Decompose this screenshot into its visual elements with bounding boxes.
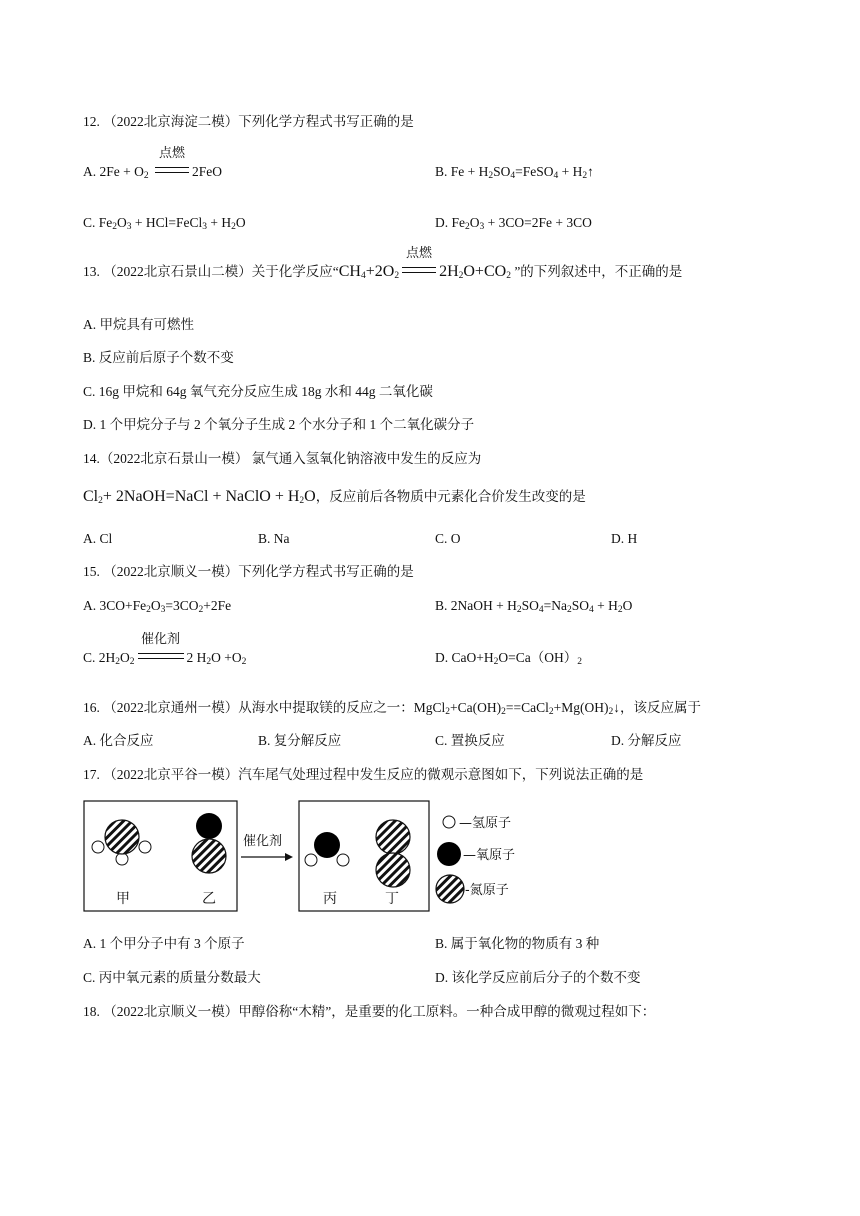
legend-hydrogen-icon (443, 816, 455, 828)
q12-option-b: B. $Fe + H_2SO_4=FeSO_4$ + $H_2↑$ (435, 164, 594, 181)
hydrogen-atom (305, 854, 317, 866)
nitrogen-atom (192, 839, 226, 873)
q15-option-a: A. $3CO+Fe_2O_3=3CO_2+2Fe$ (83, 598, 232, 615)
q15-stem: 15. （2022北京顺义一模）下列化学方程式书写正确的是 (83, 564, 414, 579)
q13-stem: 13. （2022北京石景山二模）关于化学反应“$CH_4+2O_2$ 点燃 $2H_2O+CO_2$ ”的下列叙述中，不正确的是 (83, 245, 683, 281)
q14-option-b: B. Na (258, 531, 290, 546)
q14-option-c: C. O (435, 531, 461, 546)
product-box (299, 801, 429, 911)
q14-stem: 14.（2022北京石景山一模） 氯气通入氢氧化钠溶液中发生的反应为 (83, 451, 482, 466)
nitrogen-atom (376, 853, 410, 887)
q16-option-a: A. 化合反应 (83, 733, 154, 748)
hydrogen-atom (116, 853, 128, 865)
nitrogen-atom (376, 820, 410, 854)
legend-oxygen-icon (437, 842, 461, 866)
condition-mark: 点燃 (155, 162, 189, 182)
label-ding: 丁 (385, 891, 399, 907)
condition-mark: 点燃 (402, 262, 436, 282)
q15-option-d: D. $CaO+H_2O=Ca(OH)_2$ (435, 650, 582, 667)
q17-stem: 17. （2022北京平谷一模）汽车尾气处理过程中发生反应的微观示意图如下，下列说法正确的是 (83, 767, 644, 782)
oxygen-atom (314, 832, 340, 858)
equation: $CH_4+2O_2$ 点燃 $2H_2O+CO_2$ (338, 245, 511, 281)
catalyst-label: 催化剂 (243, 834, 283, 849)
q12-option-a: A. $2Fe + O_2$ 点燃 2FeO (83, 145, 222, 181)
label-jia: 甲 (116, 891, 130, 907)
q12-stem: 12. （2022北京海淀二模）下列化学方程式书写正确的是 (83, 114, 414, 129)
q15-option-b: B. 2NaOH + $H_2SO_4=Na_2SO_4 + H_2O$ (435, 598, 633, 615)
q14-option-d: D. H (611, 531, 638, 546)
q15-option-c: C. $2H_2O_2$ 催化剂 2 $H_2O +O_2$ (83, 631, 247, 667)
hydrogen-atom (337, 854, 349, 866)
legend-nitrogen: -氮原子 (465, 883, 509, 898)
q16-stem: 16. （2022北京通州一模）从海水中提取镁的反应之一：$MgCl_2+Ca(OH)_2==CaCl_2+Mg(OH)_2↓$，该反应属于 (83, 700, 701, 717)
q12-option-c: C. $Fe_2O_3$ + HCl=FeCl$_3$ + $H_2O$ (83, 215, 246, 232)
q13-option-d: D. 1 个甲烷分子与 2 个氧分子生成 2 个水分子和 1 个二氧化碳分子 (83, 417, 475, 432)
reaction-diagram (83, 800, 543, 918)
q13-option-b: B. 反应前后原子个数不变 (83, 350, 234, 365)
legend-nitrogen-icon (436, 875, 464, 903)
legend-hydrogen: —氢原子 (459, 816, 512, 831)
q12-option-d: D. $Fe_2O_3 + 3CO=2Fe + 3CO$ (435, 215, 592, 232)
q16-option-c: C. 置换反应 (435, 733, 505, 748)
oxygen-atom (196, 813, 222, 839)
nitrogen-atom (105, 820, 139, 854)
q17-option-d: D. 该化学反应前后分子的个数不变 (435, 970, 641, 985)
q17-option-a: A. 1 个甲分子中有 3 个原子 (83, 936, 245, 951)
q16-option-b: B. 复分解反应 (258, 733, 342, 748)
hydrogen-atom (92, 841, 104, 853)
legend-oxygen: —氧原子 (463, 848, 516, 863)
label-bing: 丙 (323, 891, 337, 907)
condition-mark: 催化剂 (138, 648, 184, 668)
label-yi: 乙 (202, 891, 216, 907)
q17-option-b: B. 属于氧化物的物质有 3 种 (435, 936, 600, 951)
q16-option-d: D. 分解反应 (611, 733, 682, 748)
q17-option-c: C. 丙中氧元素的质量分数最大 (83, 970, 261, 985)
q13-option-c: C. 16g 甲烷和 64g 氧气充分反应生成 18g 水和 44g 二氧化碳 (83, 384, 433, 399)
q13-option-a: A. 甲烷具有可燃性 (83, 317, 194, 332)
q18-stem: 18. （2022北京顺义一模）甲醇俗称“木精”，是重要的化工原料。一种合成甲醇的微观过程如下： (83, 1004, 656, 1019)
q14-option-a: A. Cl (83, 531, 113, 546)
hydrogen-atom (139, 841, 151, 853)
q14-equation: $Cl_2+$ 2NaOH=NaCl + NaClO + $H_2O$，反应前后各物质中元素化合价发生改变的是 (83, 488, 586, 506)
